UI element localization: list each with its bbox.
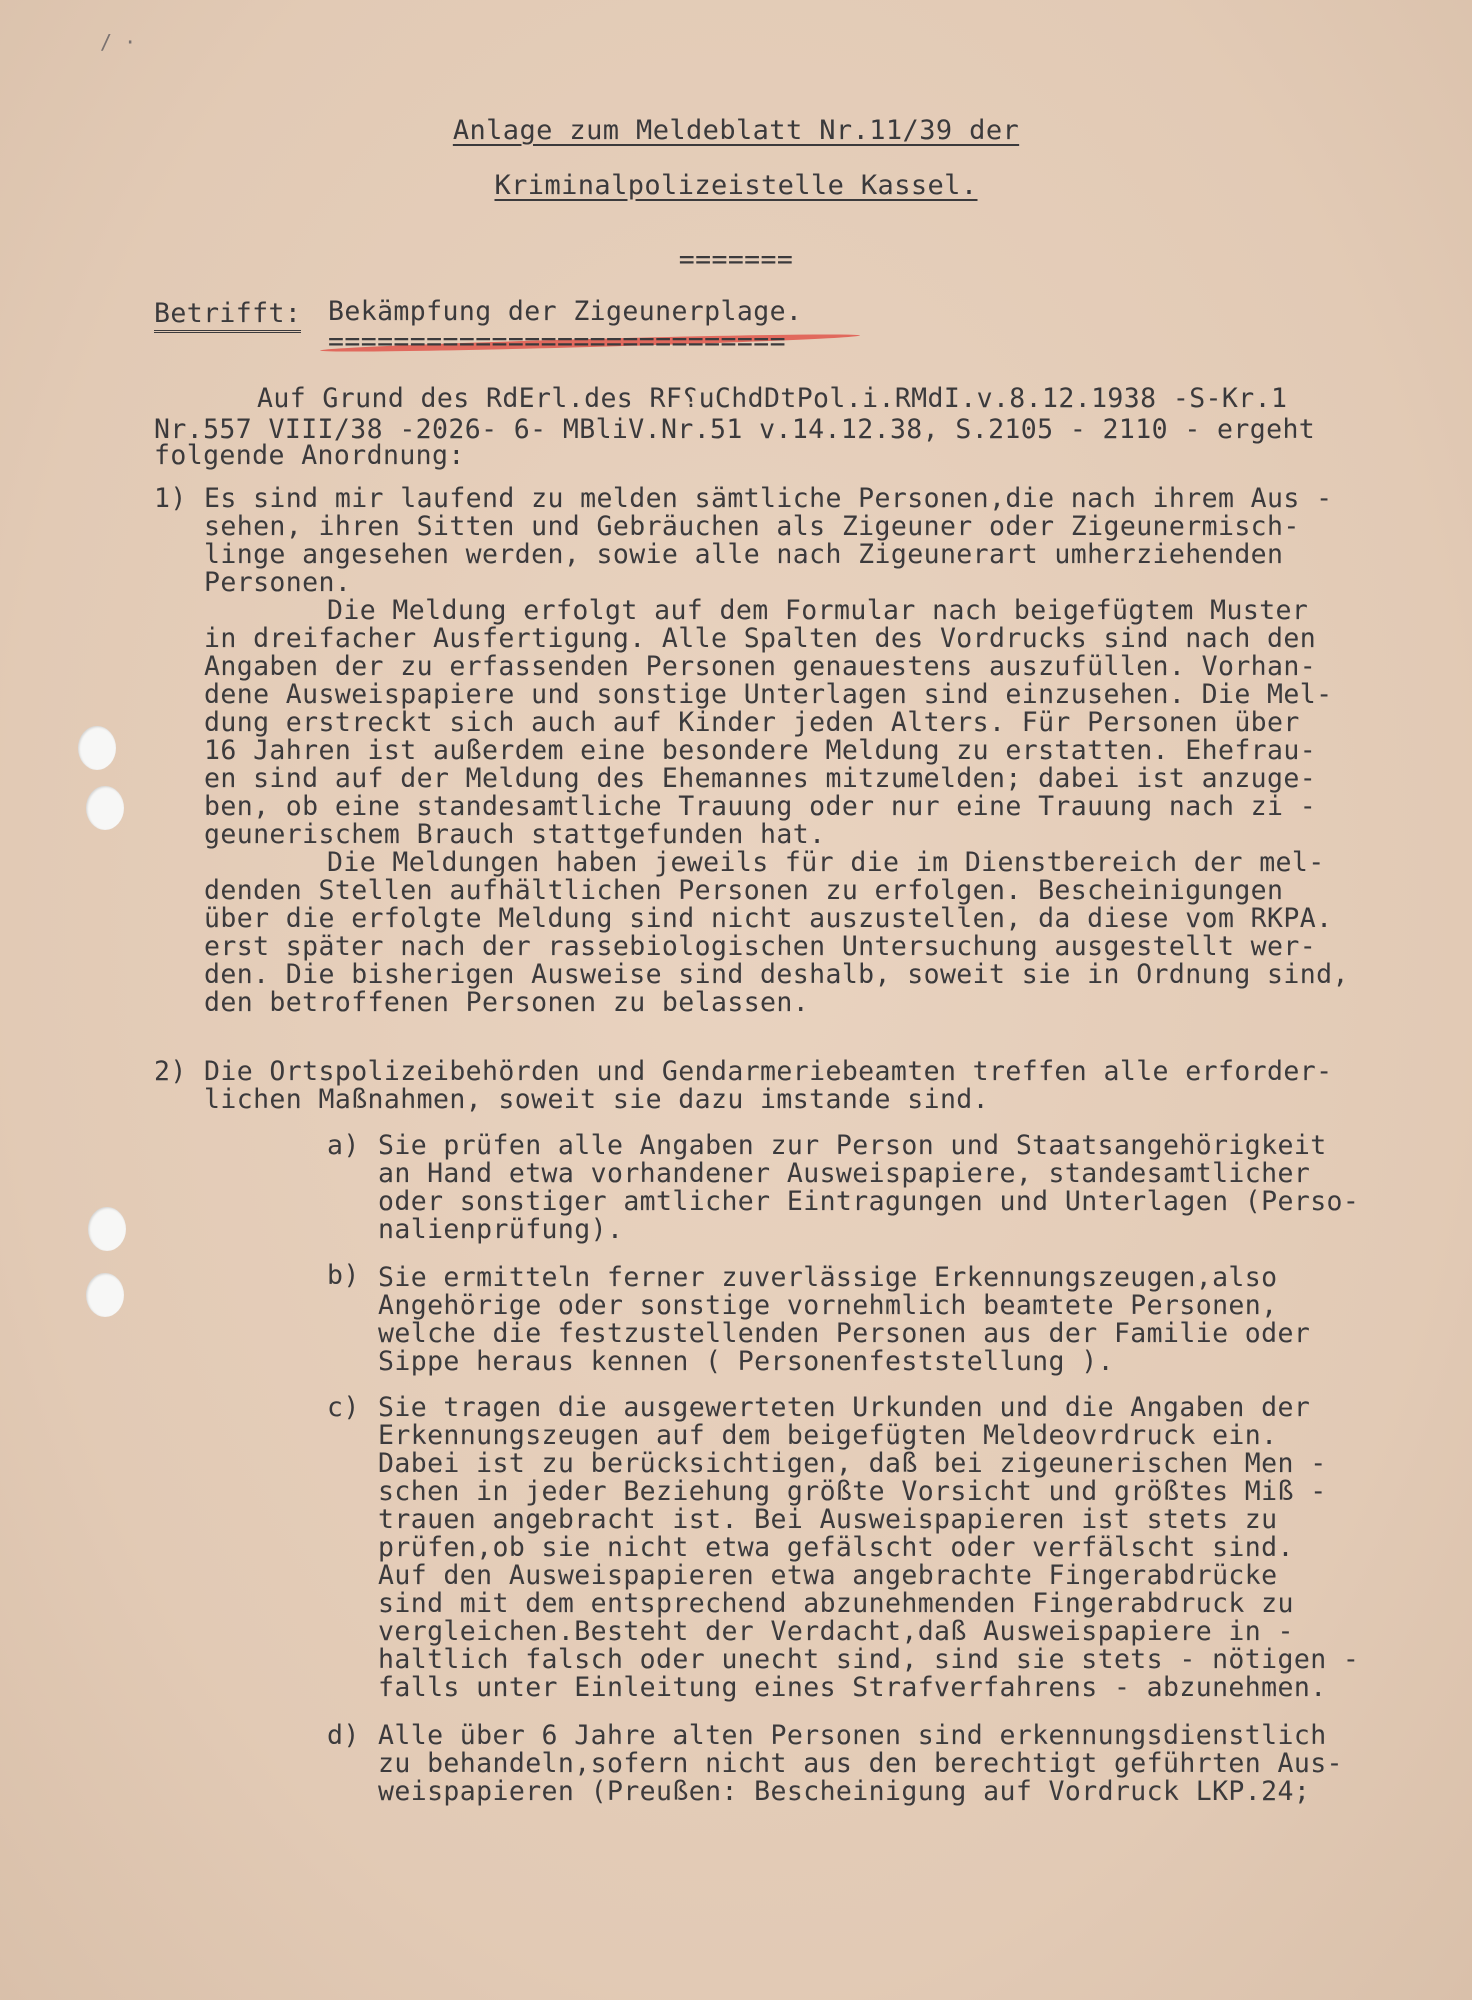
item-c-line: Sie tragen die ausgewerteten Urkunden und die Angaben der: [378, 1392, 1311, 1423]
section-1-line: linge angesehen werden, sowie alle nach Zigeunerart umherziehenden: [204, 539, 1284, 570]
section-2-line: lichen Maßnahmen, soweit sie dazu imstande sind.: [204, 1084, 990, 1115]
item-c-line: haltlich falsch oder unecht sind, sind sie stets - nötigen -: [378, 1644, 1360, 1675]
section-1-line: den betroffenen Personen zu belassen.: [204, 987, 810, 1018]
item-d-label: d): [327, 1720, 360, 1751]
item-c-line: schen in jeder Beziehung größte Vorsicht und größtes Miß -: [378, 1476, 1327, 1507]
title-separator: =======: [678, 244, 794, 275]
item-d-line: weispapieren (Preußen: Bescheinigung auf Vordruck LKP.24;: [378, 1776, 1311, 1807]
item-b-label: b): [327, 1260, 360, 1291]
section-2-line: Die Ortspolizeibehörden und Gendarmeriebeamten treffen alle erforder-: [204, 1056, 1333, 1087]
item-a-label: a): [327, 1130, 360, 1161]
intro-line: Auf Grund des RdErl.des RF⸮uChdDtPol.i.RMdI.v.8.12.1938 -S-Kr.1: [257, 383, 1288, 414]
item-c-line: vergleichen.Besteht der Verdacht,daß Ausweispapiere in -: [378, 1616, 1294, 1647]
item-c-line: Dabei ist zu berücksichtigen, daß bei zigeunerischen Men -: [378, 1448, 1327, 1479]
subject-text: Bekämpfung der Zigeunerplage.: [328, 296, 803, 327]
section-1-line: erst später nach der rassebiologischen Untersuchung ausgestellt wer-: [204, 931, 1317, 962]
section-1-line: den. Die bisherigen Ausweise sind deshalb, soweit sie in Ordnung sind,: [204, 959, 1349, 990]
section-1-number: 1): [154, 483, 187, 514]
section-1-line: Personen.: [204, 567, 352, 598]
section-1-line: geunerischem Brauch stattgefunden hat.: [204, 819, 826, 850]
item-d-line: zu behandeln,sofern nicht aus den berechtigt geführten Aus-: [378, 1748, 1343, 1779]
item-a-line: an Hand etwa vorhandener Ausweispapiere, standesamtlicher: [378, 1158, 1311, 1189]
item-d-line: Alle über 6 Jahre alten Personen sind erkennungsdienstlich: [378, 1720, 1327, 1751]
section-1-line: Angaben der zu erfassenden Personen genauestens auszufüllen. Vorhan-: [204, 651, 1317, 682]
item-c-line: sind mit dem entsprechend abzunehmenden Fingerabdruck zu: [378, 1588, 1294, 1619]
item-c-line: prüfen,ob sie nicht etwa gefälscht oder verfälscht sind.: [378, 1532, 1294, 1563]
item-b-line: Sie ermitteln ferner zuverlässige Erkennungszeugen,also: [378, 1262, 1278, 1293]
section-1-line: dene Ausweispapiere und sonstige Unterlagen sind einzusehen. Die Mel-: [204, 679, 1333, 710]
item-c-line: Erkennungszeugen auf dem beigefügten Meldeovrdruck ein.: [378, 1420, 1278, 1451]
item-c-line: trauen angebracht ist. Bei Ausweispapieren ist stets zu: [378, 1504, 1278, 1535]
subject-label: Betrifft:: [154, 298, 301, 333]
section-1-line: en sind auf der Meldung des Ehemannes mitzumelden; dabei ist anzuge-: [204, 763, 1317, 794]
section-1-line: Die Meldungen haben jeweils für die im Dienstbereich der mel-: [327, 847, 1325, 878]
item-b-line: welche die festzustellenden Personen aus der Familie oder: [378, 1318, 1311, 1349]
title-line-1: Anlage zum Meldeblatt Nr.11/39 der: [452, 115, 1020, 146]
item-c-line: falls unter Einleitung eines Strafverfahrens - abzunehmen.: [378, 1672, 1327, 1703]
section-1-line: in dreifacher Ausfertigung. Alle Spalten des Vordrucks sind nach den: [204, 623, 1317, 654]
section-1-line: ben, ob eine standesamtliche Trauung oder nur eine Trauung nach zi -: [204, 791, 1317, 822]
item-c-line: Auf den Ausweispapieren etwa angebrachte Fingerabdrücke: [378, 1560, 1278, 1591]
punch-hole-1: [78, 726, 116, 770]
section-1-line: Die Meldung erfolgt auf dem Formular nach beigefügtem Muster: [327, 595, 1309, 626]
section-1-line: sehen, ihren Sitten und Gebräuchen als Zigeuner oder Zigeunermisch-: [204, 511, 1300, 542]
section-1-line: dung erstreckt sich auch auf Kinder jeden Alters. Für Personen über: [204, 707, 1300, 738]
punch-hole-2: [86, 786, 124, 830]
corner-mark: / ·: [100, 30, 137, 54]
section-1-line: denden Stellen aufhältlichen Personen zu erfolgen. Bescheinigungen: [204, 875, 1284, 906]
punch-hole-3: [88, 1207, 126, 1251]
item-c-label: c): [327, 1392, 360, 1423]
item-a-line: oder sonstiger amtlicher Eintragungen und Unterlagen (Perso-: [378, 1186, 1360, 1217]
section-2-number: 2): [154, 1056, 187, 1087]
section-1-line: Es sind mir laufend zu melden sämtliche Personen,die nach ihrem Aus -: [204, 483, 1333, 514]
section-1-line: über die erfolgte Meldung sind nicht auszustellen, da diese vom RKPA.: [204, 903, 1333, 934]
item-a-line: Sie prüfen alle Angaben zur Person und Staatsangehörigkeit: [378, 1130, 1327, 1161]
intro-line: folgende Anordnung:: [154, 440, 465, 471]
item-b-line: Angehörige oder sonstige vornehmlich beamtete Personen,: [378, 1290, 1278, 1321]
item-b-line: Sippe heraus kennen ( Personenfeststellung ).: [378, 1346, 1114, 1377]
section-1-line: 16 Jahren ist außerdem eine besondere Meldung zu erstatten. Ehefrau-: [204, 735, 1317, 766]
item-a-line: nalienprüfung).: [378, 1214, 624, 1245]
title-line-2: Kriminalpolizeistelle Kassel.: [494, 170, 978, 201]
intro-line: Nr.557 VIII/38 -2026- 6- MBliV.Nr.51 v.14.12.38, S.2105 - 2110 - ergeht: [154, 414, 1316, 445]
subject-underline: ============================: [328, 326, 786, 357]
punch-hole-4: [86, 1273, 124, 1317]
